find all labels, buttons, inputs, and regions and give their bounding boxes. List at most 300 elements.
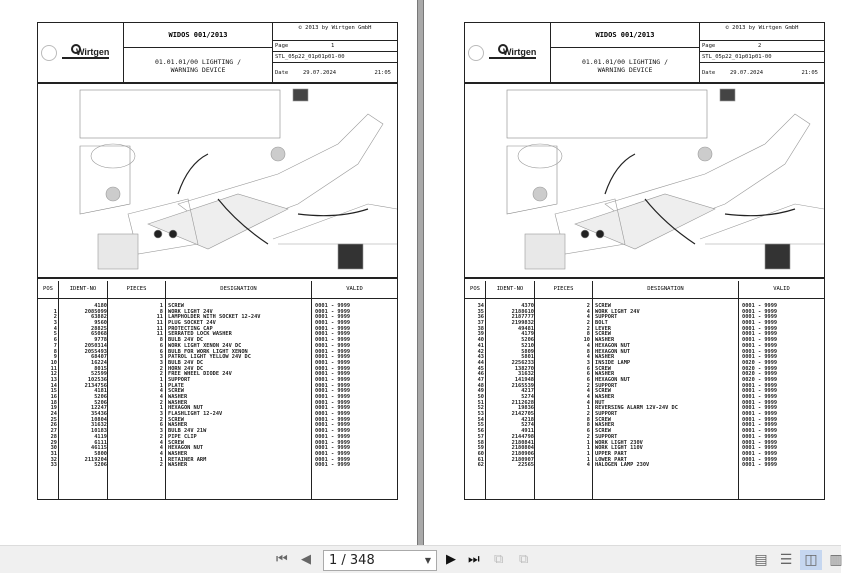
pieces-cell: 4	[159, 439, 163, 446]
valid-cell: 0001 - 9999	[315, 376, 351, 383]
ident-cell: 4911	[521, 428, 534, 435]
valid-cell: 0001 - 9999	[315, 416, 351, 423]
valid-cell: 0001 - 9999	[315, 382, 351, 389]
designation-cell: REVERSING ALARM 12V-24V DC	[595, 405, 678, 412]
designation-cell: WORK LIGHT 24V	[168, 308, 213, 315]
valid-cell: 0001 - 9999	[315, 365, 351, 372]
designation-cell: WASHER	[595, 394, 615, 400]
valid-cell: 0001 - 9999	[315, 399, 351, 406]
pieces-cell: 2	[159, 371, 163, 378]
valid-cell: 0001 - 9999	[742, 394, 778, 400]
ident-cell: 2180804	[511, 445, 534, 452]
pieces-cell: 2	[159, 462, 163, 469]
next-page-icon[interactable]: ▶	[446, 552, 456, 567]
copyright: © 2013 by Wirtgen GmbH	[725, 25, 799, 31]
ident-cell: 2256233	[511, 359, 534, 366]
designation-cell: UPPER PART	[595, 450, 627, 457]
pos-cell: 43	[477, 354, 484, 361]
ident-cell: 63882	[91, 314, 107, 321]
ident-cell: 68407	[91, 354, 107, 361]
column-header: DESIGNATION	[593, 281, 739, 298]
pos-cell: 19	[50, 405, 57, 412]
valid-cell: 0001 - 9999	[315, 433, 351, 440]
designation-cell: SUPPORT	[595, 382, 618, 389]
designation-cell: SERRATED LOCK WASHER	[168, 331, 232, 338]
valid-cell: 0001 - 9999	[742, 439, 778, 446]
pos-cell: 60	[477, 450, 484, 457]
column-header: VALID	[773, 286, 790, 292]
valid-cell: 0001 - 9999	[315, 462, 351, 469]
date-label: Date	[702, 70, 716, 76]
continuous-view-icon[interactable]: ☰	[779, 552, 793, 568]
designation-cell: RETAINER ARM	[168, 456, 207, 463]
designation-cell: HEXAGON NUT	[595, 342, 631, 349]
pieces-cell: 6	[586, 376, 590, 383]
ident-cell: 4180	[94, 303, 107, 309]
two-page-view-icon[interactable]: ◫	[800, 550, 822, 570]
valid-cell: 0001 - 9999	[742, 433, 778, 440]
pieces-cell: 1	[159, 405, 163, 412]
ident-cell: 19836	[518, 405, 534, 412]
page-number: 2	[758, 43, 762, 49]
designation-cell: FREE WHEEL DIODE 24V	[168, 371, 232, 378]
column-header: DESIGNATION	[166, 281, 312, 298]
pieces-cell: 1	[159, 376, 163, 383]
valid-cell: 0001 - 9999	[742, 303, 778, 309]
pieces-cell: 2	[586, 325, 590, 332]
designation-cell: NUT	[595, 399, 605, 406]
valid-cell: 0001 - 9999	[742, 399, 778, 406]
page-separator	[417, 0, 424, 545]
last-page-icon[interactable]: ⏭	[468, 552, 480, 567]
ident-cell: 2142705	[511, 411, 534, 418]
designation-cell: SUPPORT	[595, 433, 618, 440]
ident-cell: 4218	[521, 416, 534, 423]
pieces-cell: 2	[586, 382, 590, 389]
ident-cell: 31632	[518, 371, 534, 378]
designation-cell: PLATE	[168, 382, 184, 389]
designation-cell: WORK LIGHT 110V	[595, 445, 643, 452]
valid-cell: 0001 - 9999	[315, 342, 351, 349]
pieces-cell: 2	[159, 365, 163, 372]
ident-cell: 10183	[91, 428, 107, 435]
designation-cell: WASHER	[168, 462, 188, 469]
valid-cell: 0001 - 9999	[742, 416, 778, 423]
designation-cell: WORK LIGHT XENON 24V DC	[168, 342, 242, 349]
pieces-cell: 11	[156, 331, 163, 338]
ident-cell: 6111	[94, 439, 107, 446]
ident-cell: 5274	[521, 422, 534, 429]
valid-cell: 0001 - 9999	[315, 325, 351, 332]
pos-cell: 32	[50, 456, 57, 463]
designation-cell: PATROL LIGHT YELLOW 24V DC	[168, 354, 251, 361]
designation-cell: SCREW	[595, 331, 611, 338]
designation-cell: BULB 24V 21W	[168, 428, 207, 435]
previous-view-icon[interactable]: ⧉	[494, 552, 504, 567]
ident-cell: 5801	[521, 354, 534, 361]
column-header: VALID	[346, 286, 363, 292]
time-value: 21:05	[374, 70, 391, 76]
valid-cell: 0001 - 9999	[315, 348, 351, 355]
copyright: © 2013 by Wirtgen GmbH	[298, 25, 372, 31]
ident-cell: 2180841	[511, 439, 534, 446]
ident-cell: 2180906	[511, 450, 534, 457]
pieces-cell: 3	[159, 411, 163, 418]
pieces-cell: 1	[586, 456, 590, 463]
designation-cell: FLASHLIGHT 12-24V	[168, 411, 223, 418]
pieces-cell: 11	[156, 314, 163, 321]
page-selector[interactable]	[323, 550, 437, 571]
ident-cell: 5809	[521, 348, 534, 355]
valid-cell: 0001 - 9999	[315, 411, 351, 418]
ident-cell: 5206	[94, 399, 107, 406]
pieces-cell: 11	[156, 320, 163, 327]
ident-cell: 4217	[521, 388, 534, 395]
exploded-parts-diagram	[38, 84, 397, 279]
pos-cell: 62	[477, 462, 484, 469]
valid-cell: 0001 - 9999	[315, 405, 351, 412]
designation-cell: SCREW	[595, 416, 611, 423]
pdf-page-1	[0, 0, 400, 545]
ident-cell: 10804	[91, 416, 107, 423]
ident-cell: 52599	[91, 371, 107, 378]
pos-cell: 36	[477, 314, 484, 321]
valid-cell: 0001 - 9999	[315, 388, 351, 395]
document-code: STL_05p22_01p01p01-00	[702, 54, 772, 60]
ident-cell: 2180907	[511, 456, 534, 463]
pieces-cell: 8	[159, 337, 163, 344]
page-label: Page	[275, 43, 289, 49]
pos-cell: 2	[53, 314, 57, 321]
designation-cell: PIPE CLIP	[168, 433, 197, 440]
previous-page-icon[interactable]: ◀	[301, 552, 311, 567]
designation-cell: BULB 24V DC	[168, 359, 204, 366]
pos-cell: 27	[50, 428, 57, 435]
pos-cell: 49	[477, 388, 484, 395]
date-value: 29.07.2024	[730, 70, 764, 76]
pieces-cell: 4	[586, 308, 590, 315]
pieces-cell: 1	[586, 439, 590, 446]
designation-cell: HEXAGON NUT	[168, 405, 204, 412]
designation-cell: HORN 24V DC	[168, 365, 204, 372]
valid-cell: 0001 - 9999	[742, 320, 778, 327]
pos-cell: 46	[477, 371, 484, 378]
table-header	[38, 281, 397, 299]
designation-cell: SCREW	[168, 439, 184, 446]
designation-cell: WASHER	[595, 422, 615, 429]
ident-cell: 28825	[91, 325, 107, 332]
ident-cell: 16224	[91, 359, 107, 366]
valid-cell: 0001 - 9999	[742, 342, 778, 349]
ident-cell: 9778	[94, 337, 107, 344]
valid-cell: 0001 - 9999	[742, 445, 778, 452]
pieces-cell: 3	[159, 428, 163, 435]
designation-cell: SCREW	[595, 365, 611, 372]
designation-cell: HEXAGON NUT	[168, 445, 204, 452]
valid-cell: 0001 - 9999	[742, 354, 778, 361]
valid-cell: 0001 - 9999	[315, 428, 351, 435]
pieces-cell: 6	[159, 422, 163, 429]
pieces-cell: 4	[159, 388, 163, 395]
ident-cell: 141948	[514, 376, 534, 383]
pieces-cell: 8	[586, 331, 590, 338]
page-label: Page	[702, 43, 716, 49]
ident-cell: 2050314	[84, 342, 107, 349]
designation-cell: LAMPHOLDER WITH SOCKET 12-24V	[168, 314, 261, 321]
pos-cell: 59	[477, 445, 484, 452]
valid-cell: 0001 - 9999	[315, 337, 351, 344]
pos-cell: 5	[53, 331, 57, 338]
ident-cell: 5206	[94, 462, 107, 469]
exploded-parts-diagram	[465, 84, 824, 279]
ident-cell: 2085099	[84, 308, 107, 315]
designation-cell: SUPPORT	[168, 376, 191, 383]
valid-cell: 0001 - 9999	[315, 422, 351, 429]
valid-cell: 0001 - 9999	[742, 348, 778, 355]
pieces-cell: 8	[586, 422, 590, 429]
designation-cell: WASHER	[168, 450, 188, 457]
column-header: PIECES	[108, 281, 166, 298]
pos-cell: 10	[50, 359, 57, 366]
pieces-cell: 8	[159, 308, 163, 315]
column-header: IDENT-NO	[59, 281, 108, 298]
valid-cell: 0001 - 9999	[742, 325, 778, 332]
valid-cell: 0001 - 9999	[315, 314, 351, 321]
pos-cell: 29	[50, 439, 57, 446]
designation-cell: WASHER	[168, 422, 188, 429]
ident-cell: 22565	[518, 462, 534, 469]
ident-cell: 4179	[521, 331, 534, 338]
pieces-cell: 4	[586, 354, 590, 361]
pos-cell: 44	[477, 359, 484, 366]
ident-cell: 2187777	[511, 314, 534, 321]
pieces-cell: 4	[586, 314, 590, 321]
pos-cell: 33	[50, 462, 57, 469]
pieces-cell: 6	[159, 342, 163, 349]
designation-cell: SCREW	[168, 303, 184, 309]
ident-cell: 65068	[91, 331, 107, 338]
pos-cell: 42	[477, 348, 484, 355]
first-page-icon[interactable]: ⏮	[276, 552, 288, 567]
pos-cell: 28	[50, 433, 57, 440]
pos-cell: 48	[477, 382, 484, 389]
column-header: POS	[465, 281, 486, 298]
valid-cell: 0001 - 9999	[742, 411, 778, 418]
ident-cell: 8015	[94, 365, 107, 372]
pos-cell: 9	[53, 354, 57, 361]
pieces-cell: 6	[586, 371, 590, 378]
valid-cell: 0001 - 9999	[315, 354, 351, 361]
pieces-cell: 11	[156, 325, 163, 332]
valid-cell: 0001 - 9999	[315, 331, 351, 338]
two-page-continuous-view-icon[interactable]: ▥	[829, 552, 843, 568]
page-number: 1	[331, 43, 335, 49]
column-header: POS	[38, 281, 59, 298]
pieces-cell: 3	[159, 359, 163, 366]
page-selector-value: 1 / 348	[329, 553, 375, 568]
pos-cell: 26	[50, 422, 57, 429]
ident-cell: 5274	[521, 394, 534, 400]
pos-cell: 47	[477, 376, 484, 383]
valid-cell: 0001 - 9999	[315, 371, 351, 378]
pieces-cell: 6	[586, 428, 590, 435]
pieces-cell: 6	[159, 348, 163, 355]
valid-cell: 0020 - 9999	[742, 376, 778, 383]
designation-cell: SCREW	[595, 388, 611, 395]
pieces-cell: 1	[586, 450, 590, 457]
designation-cell: WASHER	[168, 399, 188, 406]
pieces-cell: 10	[583, 337, 590, 344]
pos-cell: 37	[477, 320, 484, 327]
valid-cell: 0001 - 9999	[742, 422, 778, 429]
pos-cell: 51	[477, 399, 484, 406]
ident-cell: 2199832	[511, 320, 534, 327]
pos-cell: 57	[477, 433, 484, 440]
pos-cell: 53	[477, 411, 484, 418]
pos-cell: 16	[50, 394, 57, 400]
designation-cell: WASHER	[595, 354, 615, 361]
ident-cell: 46115	[91, 445, 107, 452]
designation-cell: SUPPORT	[595, 411, 618, 418]
valid-cell: 0001 - 9999	[315, 456, 351, 463]
ident-cell: 5210	[521, 342, 534, 349]
pieces-cell: 2	[586, 411, 590, 418]
pos-cell: 15	[50, 388, 57, 395]
designation-cell: WASHER	[595, 337, 615, 344]
designation-cell: WORK LIGHT 230V	[595, 439, 643, 446]
ident-cell: 4119	[94, 433, 107, 440]
parts-sheet	[37, 22, 398, 500]
pos-cell: 54	[477, 416, 484, 423]
document-code: STL_05p22_01p01p01-00	[275, 54, 345, 60]
next-view-icon[interactable]: ⧉	[519, 552, 529, 567]
pieces-cell: 2	[159, 416, 163, 423]
pos-cell: 40	[477, 337, 484, 344]
ident-cell: 5206	[94, 394, 107, 400]
pos-cell: 14	[50, 382, 57, 389]
valid-cell: 0001 - 9999	[315, 445, 351, 452]
valid-cell: 0001 - 9999	[742, 456, 778, 463]
table-row	[465, 463, 824, 469]
designation-cell: BOLT	[595, 320, 608, 327]
ident-cell: 2112628	[511, 399, 534, 406]
valid-cell: 0001 - 9999	[742, 462, 778, 469]
designation-cell: HEXAGON NUT	[595, 348, 631, 355]
pos-cell: 12	[50, 371, 57, 378]
sheet-header	[38, 23, 397, 84]
designation-cell: LEVER	[595, 325, 611, 332]
valid-cell: 0001 - 9999	[315, 359, 351, 366]
ident-cell: 2055493	[84, 348, 107, 355]
time-value: 21:05	[801, 70, 818, 76]
pos-cell: 1	[53, 308, 57, 315]
pos-cell: 61	[477, 456, 484, 463]
pos-cell: 31	[50, 450, 57, 457]
designation-cell: BULB FOR WORK LIGHT XENON	[168, 348, 248, 355]
designation-cell: WASHER	[595, 371, 615, 378]
pieces-cell: 3	[586, 359, 590, 366]
pieces-cell: 4	[159, 450, 163, 457]
pos-cell: 13	[50, 376, 57, 383]
valid-cell: 0001 - 9999	[742, 337, 778, 344]
designation-cell: LOWER PART	[595, 456, 627, 463]
pos-cell: 34	[477, 303, 484, 309]
pieces-cell: 1	[586, 445, 590, 452]
pos-cell: 52	[477, 405, 484, 412]
logo-text: Wirtgen	[489, 47, 536, 59]
designation-cell: HEXAGON NUT	[595, 376, 631, 383]
valid-cell: 0001 - 9999	[742, 314, 778, 321]
date-value: 29.07.2024	[303, 70, 337, 76]
pos-cell: 11	[50, 365, 57, 372]
ident-cell: 9560	[94, 320, 107, 327]
pos-cell: 4	[53, 325, 57, 332]
valid-cell: 0001 - 9999	[315, 303, 351, 309]
section-title-line2: WARNING DEVICE	[597, 66, 653, 74]
designation-cell: SCREW	[168, 388, 184, 395]
pos-cell: 35	[477, 308, 484, 315]
pos-cell: 50	[477, 394, 484, 400]
valid-cell: 0001 - 9999	[315, 394, 351, 400]
pieces-cell: 6	[586, 365, 590, 372]
valid-cell: 0001 - 9999	[742, 331, 778, 338]
parts-table	[38, 299, 397, 499]
designation-cell: INSIDE LAMP	[595, 359, 631, 366]
valid-cell: 0020 - 9999	[742, 371, 778, 378]
pos-cell: 45	[477, 365, 484, 372]
pieces-cell: 8	[586, 348, 590, 355]
table-row	[38, 463, 397, 469]
valid-cell: 0001 - 9999	[742, 428, 778, 435]
pieces-cell: 2	[159, 399, 163, 406]
pieces-cell: 4	[586, 399, 590, 406]
pieces-cell: 1	[159, 303, 163, 309]
pieces-cell: 2	[159, 433, 163, 440]
designation-cell: BULB 24V DC	[168, 337, 204, 344]
valid-cell: 0001 - 9999	[742, 388, 778, 395]
valid-cell: 0001 - 9999	[315, 450, 351, 457]
pos-cell: 25	[50, 416, 57, 423]
pos-cell: 6	[53, 337, 57, 344]
valid-cell: 0001 - 9999	[742, 405, 778, 412]
table-header	[465, 281, 824, 299]
seal-icon	[468, 45, 484, 61]
wirtgen-logo	[465, 23, 551, 82]
ident-cell: 5800	[94, 450, 107, 457]
valid-cell: 0020 - 9999	[742, 365, 778, 372]
ident-cell: 4181	[94, 388, 107, 395]
pos-cell: 41	[477, 342, 484, 349]
single-page-view-icon[interactable]: ▤	[754, 552, 768, 568]
pieces-cell: 4	[159, 445, 163, 452]
ident-cell: 31632	[91, 422, 107, 429]
column-header: PIECES	[535, 281, 593, 298]
sheet-header	[465, 23, 824, 84]
pos-cell: 39	[477, 331, 484, 338]
pieces-cell: 2	[586, 303, 590, 309]
ident-cell: 102536	[87, 376, 107, 383]
pieces-cell: 2	[586, 433, 590, 440]
section-title-line1: 01.01.01/00 LIGHTING /	[154, 58, 242, 66]
pos-cell: 55	[477, 422, 484, 429]
ident-cell: 2165539	[511, 382, 534, 389]
ident-cell: 2188610	[511, 308, 534, 315]
pdf-page-2	[427, 0, 827, 545]
ident-cell: 5206	[521, 337, 534, 344]
catalog-title: WIDOS 001/2013	[551, 23, 699, 48]
ident-cell: 4370	[521, 303, 534, 309]
designation-cell: PLUG SOCKET 24V	[168, 320, 216, 327]
